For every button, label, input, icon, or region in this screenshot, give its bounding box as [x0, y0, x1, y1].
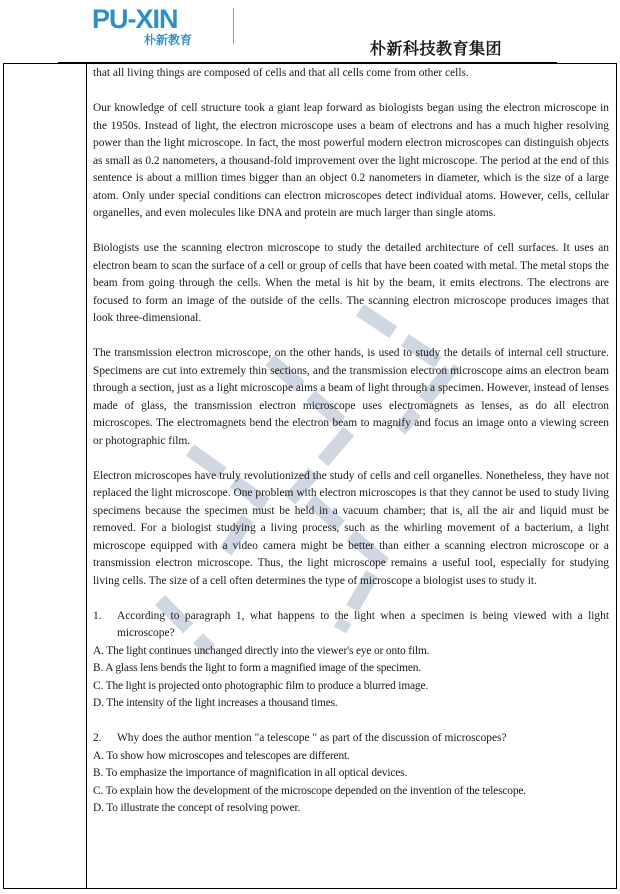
answer-option-d: D. The intensity of the light increases a thousand times. — [93, 697, 338, 709]
page-header — [0, 0, 620, 62]
question-stem — [93, 608, 609, 643]
answer-option-d: D. To illustrate the concept of resolving power. — [93, 802, 301, 814]
question-text: Why does the author mention "a telescope " as part of the discussion of microscopes? — [117, 732, 507, 744]
answer-option-b: B. To emphasize the importance of magnification in all optical devices. — [93, 767, 408, 779]
question-1 — [93, 608, 609, 713]
logo-chinese-text: 朴新教育 — [144, 33, 193, 47]
answer-option-a: A. The light continues unchanged directly into the viewer's eye or onto film. — [93, 644, 430, 657]
puxin-logo — [92, 6, 222, 48]
logo-latin-text: PU-XIN — [92, 4, 178, 34]
question-2 — [93, 730, 609, 818]
passage-paragraph: Electron microscopes have truly revolutionized the study of cells and cell organelles. Nonetheless, they have not replaced the light microscope. One problem with electron microscopes is that they cannot be used to study living specimens because the specimen must be held in a vacuum chamber; that is, all the air and liquid must be removed. For a biologist studying a living process, such as the whirling movement of a bacterium, a light microscope equipped with a video camera might be better than either a scanning electron microscope or a transmission electron microscope. Thus, the light microscope remains a useful tool, especially for studying living cells. The size of a cell often determines the type of microscope a biologist uses to study it. — [93, 469, 609, 587]
passage-paragraph: Biologists use the scanning electron microscope to study the detailed architecture of cell surfaces. It uses an electron beam to scan the surface of a cell or group of cells that have been coated with metal. The metal stops the beam from going through the cells. When the metal is hit by the beam, it emits electrons. The electrons are focused to form an image of the outside of the cells. The scanning electron microscope produces images that look three-dimensional. — [93, 242, 609, 324]
answer-option-c: C. To explain how the development of the microscope depended on the invention of the telescope. — [93, 784, 526, 797]
answer-option-b: B. A glass lens bends the light to form a magnified image of the specimen. — [93, 662, 422, 674]
answer-option-a: A. To show how microscopes and telescopes are different. — [93, 749, 350, 762]
group-name: 朴新科技教育集团 — [370, 39, 503, 58]
passage-paragraph: The transmission electron microscope, on the other hands, is used to study the details of internal cell structure. Specimens are cut into extremely thin sections, and the transmission electron microscope aims an electron beam through a section, just as a light microscope aims a beam of light through a specimen. However, instead of lenses made of glass, the transmission electron microscope uses electromagnets as lenses, as do all electron microscopes. The electromagnets bend the electron beam to magnify and focus an image onto a viewing screen or photographic film. — [93, 347, 609, 447]
question-stem — [93, 730, 609, 748]
passage-paragraph: that all living things are composed of cells and that all cells come from other cells. — [93, 67, 469, 79]
passage-paragraph: Our knowledge of cell structure took a giant leap forward as biologists began using the electron microscope in the 1950s. Instead of light, the electron microscope uses a beam of electrons and has a much higher resolving power than the light microscope. In fact, the most powerful modern electron microscopes can distinguish objects as small as 0.2 nanometers, a thousand-fold improvement over the light microscope. The period at the end of this sentence is about a million times bigger than an object 0.2 nanometers in diameter, which is the size of a large atom. Only under special conditions can electron microscopes detect individual atoms. However, cells, cellular organelles, and even molecules like DNA and protein are much larger than single atoms. — [93, 102, 609, 219]
table-left-column — [3, 63, 87, 889]
answer-option-c: C. The light is projected onto photographic film to produce a blurred image. — [93, 679, 429, 692]
passage-content — [93, 65, 609, 818]
question-text: According to paragraph 1, what happens to the light when a specimen is being viewed with a light microscope? — [117, 609, 609, 639]
question-number: 2. — [93, 732, 102, 744]
question-number: 1. — [93, 609, 102, 622]
logo-divider — [233, 8, 234, 44]
